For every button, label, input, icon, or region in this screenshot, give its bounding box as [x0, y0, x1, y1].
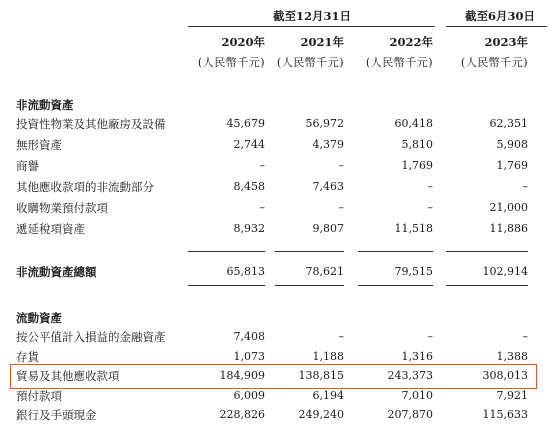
year-2023: 2023年	[484, 35, 528, 49]
row-value: –	[259, 159, 265, 172]
row-value: –	[522, 180, 528, 193]
row-value: 8,932	[233, 222, 265, 235]
row-value: 243,373	[387, 369, 433, 382]
row-label: 預付款項	[16, 388, 62, 403]
row-value: 115,633	[482, 408, 528, 421]
row-label: 銀行及手頭現金	[16, 408, 97, 422]
row-value: –	[427, 180, 433, 193]
year-2020: 2020年	[221, 35, 265, 49]
row-label: 按公平值計入損益的金融資產	[16, 330, 166, 344]
row-value: 60,418	[394, 117, 433, 130]
header-group-fiscal-year: 截至12月31日	[272, 9, 351, 23]
year-2021: 2021年	[300, 35, 344, 49]
row-label: 貿易及其他應收款項	[16, 369, 120, 383]
unit-2021: (人民幣千元)	[276, 56, 344, 69]
highlight-box-trade-receivables	[10, 364, 537, 389]
row-value: 228,826	[219, 408, 265, 421]
row-label: 無形資產	[16, 138, 62, 152]
row-value: –	[522, 330, 528, 343]
row-label: 其他應收款項的非流動部分	[16, 180, 154, 194]
row-value: 7,921	[496, 388, 528, 402]
total-value-2022: 79,515	[394, 265, 433, 278]
row-value: 45,679	[226, 117, 265, 130]
year-2022: 2022年	[389, 35, 433, 49]
header-rule-six-months	[446, 26, 547, 27]
row-label: 存貨	[16, 349, 39, 364]
row-value: 207,870	[387, 408, 433, 421]
row-value: 7,463	[312, 180, 344, 193]
total-bottom-rule	[358, 285, 433, 286]
total-label-non-current: 非流動資產總額	[16, 265, 97, 279]
row-value: 184,909	[219, 369, 265, 382]
row-value: 1,388	[496, 349, 528, 363]
unit-2022: (人民幣千元)	[365, 56, 433, 69]
row-label: 遞延稅項資產	[16, 222, 85, 236]
total-top-rule	[358, 251, 433, 252]
total-value-2020: 65,813	[226, 265, 265, 278]
row-label: 投資性物業及其他廠房及設備	[16, 117, 166, 131]
row-value: 6,194	[312, 388, 344, 402]
row-value: 2,744	[233, 138, 265, 151]
row-value: 5,810	[401, 138, 433, 151]
header-rule-fiscal-year	[188, 26, 435, 27]
row-value: 138,815	[298, 369, 344, 382]
row-value: 1,769	[401, 159, 433, 172]
row-value: 11,518	[394, 222, 433, 235]
total-value-2023: 102,914	[482, 265, 528, 278]
row-value: 6,009	[233, 388, 265, 402]
row-value: 249,240	[298, 408, 344, 421]
total-value-2021: 78,621	[305, 265, 344, 278]
row-value: 62,351	[489, 117, 528, 130]
row-value: 308,013	[482, 369, 528, 382]
section-title-non-current: 非流動資產	[16, 98, 74, 112]
row-value: 1,188	[312, 349, 344, 363]
unit-2023: (人民幣千元)	[460, 56, 528, 69]
row-value: 56,972	[305, 117, 344, 130]
section-title-current: 流動資產	[16, 311, 62, 325]
row-value: –	[427, 330, 433, 343]
unit-2020: (人民幣千元)	[197, 56, 265, 69]
row-value: –	[338, 201, 344, 214]
row-value: –	[338, 159, 344, 172]
row-value: 1,073	[233, 349, 265, 363]
row-value: 4,379	[312, 138, 344, 151]
row-value: 11,886	[489, 222, 528, 235]
row-value: –	[427, 201, 433, 214]
row-value: 7,408	[233, 330, 265, 343]
total-bottom-rule	[446, 285, 528, 286]
row-label: 收購物業預付款項	[16, 201, 108, 215]
row-value: 1,769	[496, 159, 528, 172]
header-group-six-months: 截至6月30日	[464, 9, 535, 23]
total-bottom-rule	[275, 285, 344, 286]
row-value: 5,908	[496, 138, 528, 151]
total-top-rule	[275, 251, 344, 252]
row-value: 1,316	[401, 349, 433, 363]
row-value: –	[259, 201, 265, 214]
total-bottom-rule	[188, 285, 265, 286]
row-value: 7,010	[401, 388, 433, 402]
row-value: 21,000	[489, 201, 528, 214]
row-label: 商譽	[16, 159, 39, 173]
total-top-rule	[446, 251, 528, 252]
row-value: 9,807	[312, 222, 344, 235]
row-value: 8,458	[233, 180, 265, 193]
row-value: –	[338, 330, 344, 343]
total-top-rule	[188, 251, 265, 252]
